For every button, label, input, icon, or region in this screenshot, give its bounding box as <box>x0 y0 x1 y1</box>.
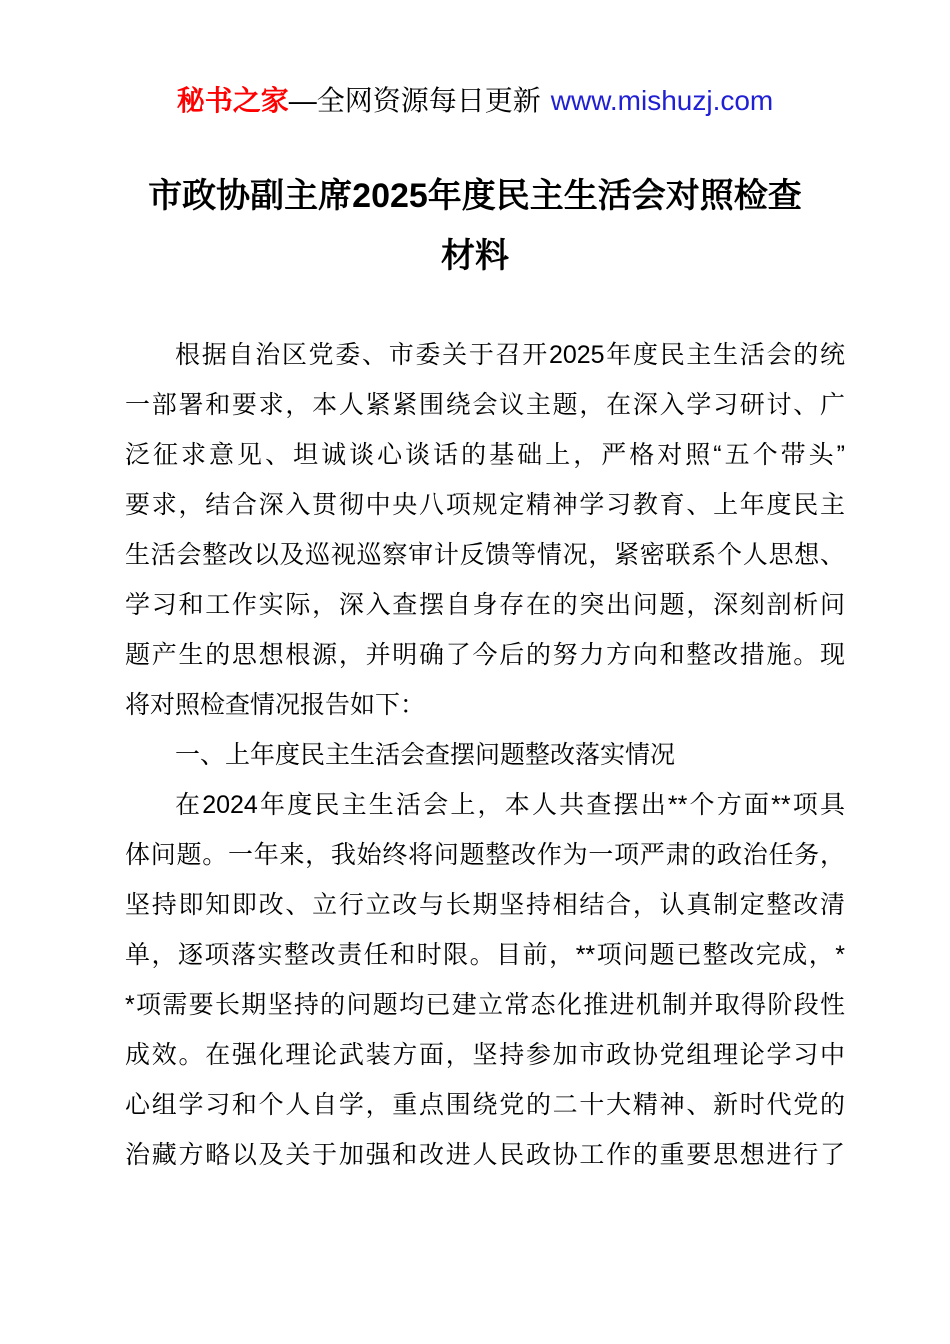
paragraph2-line: 单，逐项落实整改责任和时限。目前，**项问题已整改完成，* <box>125 941 845 969</box>
document-title-line2: 材料 <box>441 237 509 275</box>
paragraph1-line: 一部署和要求，本人紧紧围绕会议主题，在深入学习研讨、广 <box>125 391 845 419</box>
paragraph2-line: 坚持即知即改、立行立改与长期坚持相结合，认真制定整改清 <box>125 891 845 919</box>
paragraph1-line: 题产生的思想根源，并明确了今后的努力方向和整改措施。现 <box>125 641 845 669</box>
paragraph1-line: 泛征求意见、坦诚谈心谈话的基础上，严格对照“五个带头” <box>125 441 845 469</box>
paragraph1-line: 将对照检查情况报告如下： <box>125 691 426 719</box>
paragraph2-line: 体问题。一年来，我始终将问题整改作为一项严肃的政治任务， <box>125 841 845 869</box>
document-title-line1: 市政协副主席2025年度民主生活会对照检查 <box>148 177 802 215</box>
paragraph2-line: 治藏方略以及关于加强和改进人民政协工作的重要思想进行了 <box>125 1141 845 1169</box>
site-brand: 秘书之家 <box>176 85 289 116</box>
paragraph1-line: 要求，结合深入贯彻中央八项规定精神学习教育、上年度民主 <box>125 491 845 519</box>
paragraph2-line: 成效。在强化理论武装方面，坚持参加市政协党组理论学习中 <box>125 1041 845 1069</box>
header-dash: — <box>288 85 317 116</box>
site-header <box>0 82 950 120</box>
paragraph1-line: 学习和工作实际，深入查摆自身存在的突出问题，深刻剖析问 <box>125 591 845 619</box>
site-tagline: 全网资源每日更新 <box>316 85 541 116</box>
document-body <box>125 330 845 1180</box>
section1-heading: 一、上年度民主生活会查摆问题整改落实情况 <box>175 741 676 769</box>
document-title <box>115 166 835 286</box>
paragraph2-line: 在2024年度民主生活会上，本人共查摆出**个方面**项具 <box>175 791 845 819</box>
paragraph2-line: *项需要长期坚持的问题均已建立常态化推进机制并取得阶段性 <box>125 991 845 1019</box>
paragraph2-line: 心组学习和个人自学，重点围绕党的二十大精神、新时代党的 <box>125 1091 845 1119</box>
paragraph1-line: 生活会整改以及巡视巡察审计反馈等情况，紧密联系个人思想、 <box>125 541 845 569</box>
paragraph1-line: 根据自治区党委、市委关于召开2025年度民主生活会的统 <box>175 341 845 369</box>
site-url-link[interactable]: www.mishuzj.com <box>550 85 774 116</box>
